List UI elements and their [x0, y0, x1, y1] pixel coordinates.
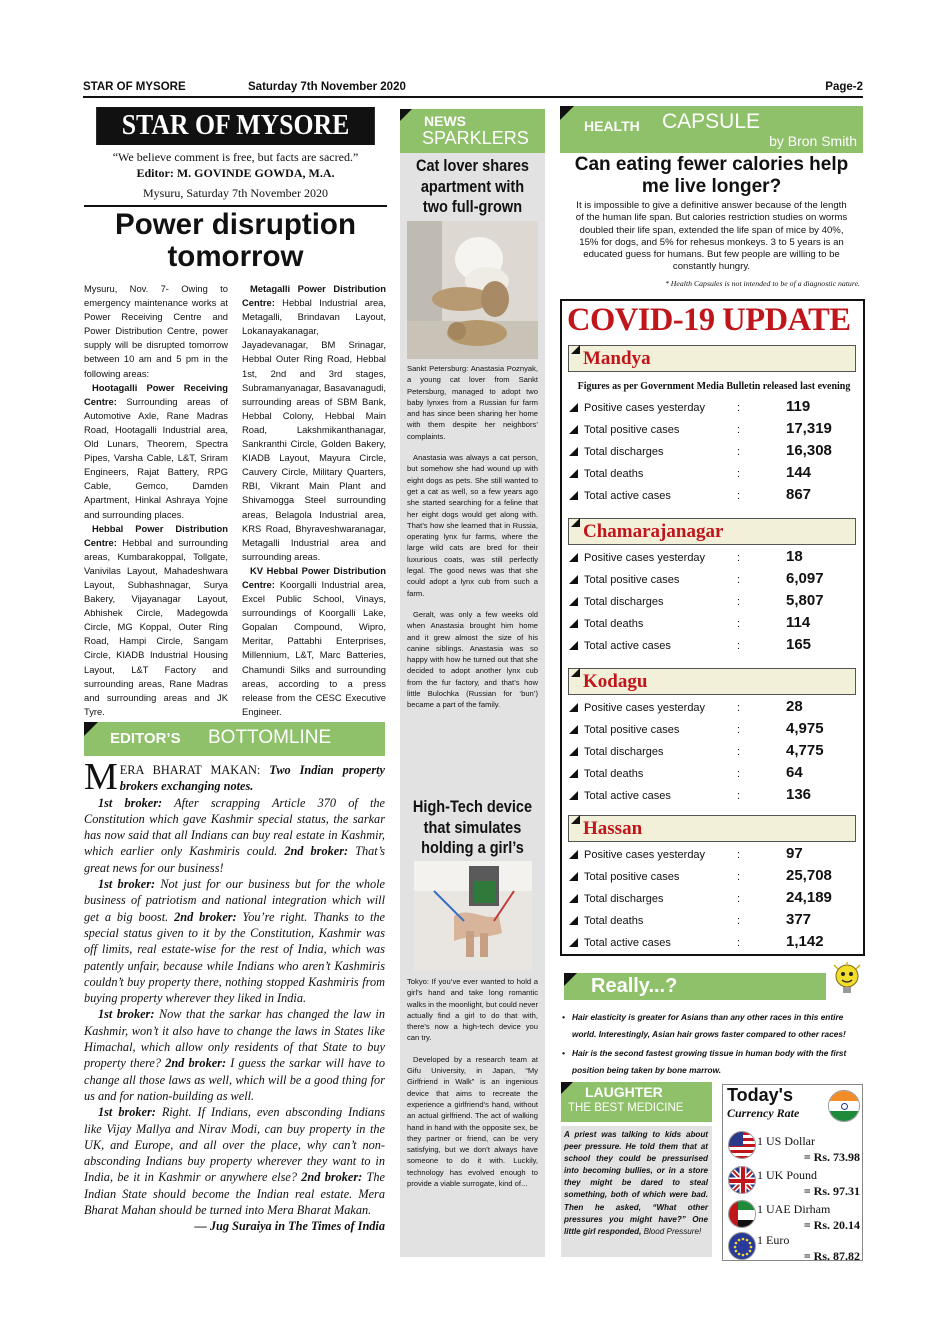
hand-device-photo-icon [414, 861, 532, 971]
triangle-bullet-icon [569, 425, 578, 434]
covid-row: Total deaths : 64 [567, 764, 859, 786]
news-headline-2: High-Tech device that simulates holding a girl’s [412, 798, 533, 857]
triangle-bullet-icon [569, 703, 578, 712]
covid-row: Total active cases : 867 [567, 486, 859, 508]
header-date: Saturday 7th November 2020 [248, 81, 406, 93]
really-fact: • Hair is the second fastest growing tissue in human body with the first position being taken by bone marrow. [562, 1045, 862, 1079]
editors-paragraph: 1st broker: Now that the sarkar has changed the law in Kashmir, won’t it also have to change the laws in States like Himachal, which allow only residents of that State to buy property there? 2nd broker: I guess the sarkar will have to change all those laws as well, which will be a good thing for us and for nation-building as well. [84, 1007, 386, 1103]
news-paragraph: Tokyo: If you’ve ever wanted to hold a girl’s hand and take long romantic walks in the moonlight, but could never actually find a girl to do that with, there’s now a high-tech device you can try. [407, 977, 538, 1043]
news-paragraph: Geralt, was only a few weeks old when Anastasia brought him home and it grew almost the size of his canine siblings. Anastasia was so happy with how he turned out that she decided to adopt another lynx cub from the fur factory, and that’s how little Bulochka (Russian for ‘bun’) became a part of the family. [407, 609, 538, 710]
news-label-top: NEWS [424, 113, 466, 129]
lead-paragraph: KV Hebbal Power Distribution Centre: Koorgalli Industrial area, Excel Public School, Vinays, surroundings of Koorgalli Lake, Gopalan Compound, Wipro, Meritar, Pattabhi Enterprises, Millennium, L&T, Marc Batteries, Chamundi Silks and surrounding areas, according to a press release from the CESC Executive Engineer. [242, 564, 386, 717]
banner-corner-icon [84, 722, 98, 736]
banner-corner-icon [400, 109, 412, 121]
news-paragraph: Sankt Petersburg: Anastasia Poznyak, a young cat lover from Sankt Petersburg, managed to adopt two baby lynxes from a Russian fur farm and has since been sharing her home with them despite her neighbors’ complaints. [407, 364, 538, 441]
news-story-2 [407, 976, 538, 1189]
editors-banner [84, 722, 385, 756]
header-paper-name: STAR OF MYSORE [83, 81, 186, 93]
triangle-bullet-icon [569, 575, 578, 584]
health-answer: It is impossible to give a definitive answer because of the length of the human life span. But calories restriction studies on worms doubled their life span, extended the life span of mice by 40%, 15% for dogs, and 5% for rehesus monkeys. 3 to 5 years is an educated guess for humans. But few people are willing to be constantly hungry. [575, 200, 848, 273]
triangle-bullet-icon [569, 791, 578, 800]
india-flag-icon [828, 1090, 860, 1122]
district-hassan: Hassan [568, 815, 856, 842]
lead-paragraph: Mysuru, Nov. 7- Owing to emergency maintenance works at Power Receiving Centre and Power Distribution Centre, power supply will be disrupted tomorrow between 10 am and 5 pm in the following areas: [84, 283, 228, 379]
laughter-joke: A priest was talking to kids about peer pressure. He told them that at school they could be pressurised into becoming bullies, or in a store they might be dared to steal something, both of which were bad. Then he asked, “What other pressures you might have?” One little girl responded, Blood Pressure! [564, 1130, 708, 1236]
news-headline-1: Cat lover shares apartment with two full-grown [416, 157, 529, 216]
rate-aed: 1 UAE Dirham = Rs. 20.14 [757, 1202, 860, 1232]
covid-row: Total active cases : 136 [567, 786, 859, 808]
header-rule [83, 96, 863, 98]
masthead-motto: “We believe comment is free, but facts are sacred.” [112, 150, 359, 164]
editors-label-bold: EDITOR’S [110, 730, 181, 747]
page-header [83, 80, 863, 96]
rate-eur: 1 Euro = Rs. 87.82 [757, 1233, 860, 1263]
rate-gbp: 1 UK Pound = Rs. 97.31 [757, 1168, 860, 1198]
triangle-bullet-icon [569, 403, 578, 412]
triangle-bullet-icon [569, 447, 578, 456]
lead-paragraph: Hootagalli Power Receiving Centre: Surrounding areas of Automotive Axle, Rane Madras Road, Hootagalli Industrial area, Old Lunars, Theorem, Spectra Pipes, Varsha Cable, L&T, Sriram Engineers, Rajat Battery, RPG Cable, Gemco, Damden Apartment, Hinkal Ashraya Yojne and surrounding places. [84, 381, 228, 520]
triangle-bullet-icon [569, 641, 578, 650]
triangle-bullet-icon [569, 725, 578, 734]
triangle-bullet-icon [569, 850, 578, 859]
covid-row: Total deaths : 377 [567, 911, 859, 933]
laughter-label-top: LAUGHTER [585, 1084, 663, 1100]
masthead-dateline: Mysuru, Saturday 7th November 2020 [143, 186, 328, 200]
covid-row: Total active cases : 165 [567, 636, 859, 658]
covid-row: Total positive cases : 6,097 [567, 570, 859, 592]
covid-row: Total positive cases : 25,708 [567, 867, 859, 889]
editors-opener: MERA BHARAT MAKAN: Two Indian property brokers exchanging notes. [84, 756, 385, 798]
hand-device-photo [414, 861, 532, 971]
uae-flag-icon [728, 1200, 756, 1228]
really-facts [562, 1009, 862, 1079]
lead-column-2 [242, 282, 386, 719]
covid-source: Figures as per Government Media Bulletin released last evening [577, 381, 851, 392]
health-label-light: CAPSULE [662, 110, 761, 133]
covid-row: Total discharges : 24,189 [567, 889, 859, 911]
laughter-label-bottom: THE BEST MEDICINE [568, 1102, 684, 1114]
health-banner [560, 106, 863, 153]
editors-credit: — Jug Suraiya in The Times of India [194, 1219, 385, 1234]
lynx-photo-icon [407, 221, 538, 359]
rate-usd: 1 US Dollar = Rs. 73.98 [757, 1134, 860, 1164]
banner-corner-icon [564, 973, 577, 986]
banner-corner-icon [561, 1082, 573, 1094]
health-label-bold: HEALTH [584, 118, 640, 134]
laughter-banner [561, 1082, 712, 1122]
uk-flag-icon [728, 1166, 756, 1194]
covid-row: Positive cases yesterday : 97 [567, 845, 859, 867]
covid-row: Total discharges : 4,775 [567, 742, 859, 764]
triangle-bullet-icon [569, 491, 578, 500]
header-page-number: Page-2 [825, 81, 863, 93]
lead-column-1 [84, 282, 228, 719]
news-story-1 [407, 363, 538, 711]
editors-body [84, 756, 386, 1235]
triangle-bullet-icon [569, 553, 578, 562]
district-kodagu: Kodagu [568, 668, 856, 695]
triangle-bullet-icon [569, 597, 578, 606]
really-label: Really...? [591, 975, 678, 997]
news-paragraph: Developed by a research team at Gifu University, in Japan, “My Girlfriend in Walk” is an ingenious device that aims to recreate the experience a girlfriend’s hand, without an actual girlfriend. The act of walking hand in hand with the opposite sex, be they partner or friend, can be very satisfying, but we don’t always have someone to do it with. Luckily, technology has evolved enough to provide a viable surrogate, kind of... [407, 1054, 538, 1189]
banner-corner-icon [560, 106, 574, 120]
triangle-bullet-icon [569, 469, 578, 478]
triangle-bullet-icon [569, 894, 578, 903]
us-flag-icon [728, 1131, 756, 1159]
covid-title: COVID-19 UPDATE [567, 302, 851, 338]
lightbulb-icon [831, 962, 863, 998]
editors-paragraph: 1st broker: After scrapping Article 370 of the Constitution which gave Kashmir special status, the sarkar has now said that all Indians can buy real estate in Kashmir, which earlier only Kashmiris could. 2nd broker: That’s great news for our business! [84, 795, 386, 875]
district-chamarajanagar: Chamarajanagar [568, 518, 856, 545]
covid-row: Total discharges : 5,807 [567, 592, 859, 614]
really-fact: • Hair elasticity is greater for Asians than any other races in this entire world. Interestingly, Asian hair grows faster compared to other races! [562, 1009, 862, 1043]
district-mandya: Mandya [568, 345, 856, 372]
triangle-bullet-icon [569, 769, 578, 778]
triangle-bullet-icon [569, 747, 578, 756]
covid-row: Total deaths : 144 [567, 464, 859, 486]
health-question: Can eating fewer calories help me live longer? [574, 154, 849, 197]
editors-label-light: BOTTOMLINE [208, 727, 332, 748]
news-banner [400, 109, 545, 153]
lead-paragraph: Metagalli Power Distribution Centre: Hebbal Industrial area, Metagalli, Brindavan Layout, Lokanayakanagar, Jayadevanagar, BM Srinagar, Hebbal Outer Ring Road, Hebbal 1st, 2nd and 3rd stages, Subramanyanagar, Basavanagudi, surrounding areas of SBM Bank, Hebbal Colony, Hebbal Main Road, Lakshmikanthanagar, Sankranthi Circle, Golden Bakery, KIADB Layout, Mayura Circle, Cauvery Circle, Military Quarters, RBI, Vikrant Main Plant and Shivamogga Steel surrounding areas, Belagola Industrial area, KRS Road, Bhyraveshwaranagar, Metagalli Industrial area and surrounding areas. [242, 283, 386, 562]
covid-row: Total active cases : 1,142 [567, 933, 859, 955]
triangle-bullet-icon [569, 872, 578, 881]
covid-row: Positive cases yesterday : 28 [567, 698, 859, 720]
masthead-rule [84, 205, 387, 207]
editors-paragraph: 1st broker: Right. If Indians, even absconding Indians like Vijay Mallya and Nirav Modi, can buy property in the UK, and Europe, and all over the place, why can’t non-absconding Indians buy property wherever they want to in India, be it in Kashmir or anywhere else? 2nd broker: The Indian State should become the Indian real estate. Mera Bharat Mahan should be turned into Mera Bharat Makan. [84, 1105, 385, 1218]
lead-headline: Power disruption tomorrow [115, 208, 356, 273]
editors-paragraph: 1st broker: Not just for our business but for the whole business of patriotism and national integration which will get a big boost. 2nd broker: You’re right. Thanks to the special status given to it by the Constitution, Kashmir was off limits, real estate-wise for the rest of India, which was patently unfair, because while Indians who aren’t Kashmiris couldn’t buy property there, nothing stopped Kashmiris from buying property wherever they liked in India. [84, 877, 385, 1006]
masthead-editor: Editor: M. GOVINDE GOWDA, M.A. [136, 166, 335, 180]
eu-flag-icon [728, 1232, 756, 1260]
dropcap: M [84, 756, 118, 798]
covid-row: Total positive cases : 17,319 [567, 420, 859, 442]
really-banner [564, 973, 826, 1000]
covid-row: Total positive cases : 4,975 [567, 720, 859, 742]
health-note: * Health Capsules is not intended to be of a diagnostic nature. [664, 279, 860, 288]
news-label-bottom: SPARKLERS [422, 128, 529, 148]
covid-row: Total discharges : 16,308 [567, 442, 859, 464]
covid-row: Total deaths : 114 [567, 614, 859, 636]
covid-row: Positive cases yesterday : 18 [567, 548, 859, 570]
currency-title: Today's [727, 1085, 793, 1105]
triangle-bullet-icon [569, 619, 578, 628]
currency-subtitle: Currency Rate [727, 1106, 800, 1120]
lead-paragraph: Hebbal Power Distribution Centre: Hebbal and surrounding areas, Kumbarakoppal, Tollgate, Vanivilas Layout, Mahadeshwara Layout, Subhashnagar, Surya Bakery, Vijayanagar Layout, Abhishek Circle, Madegowda Circle, MG Koppal, Outer Ring Road, Hampi Circle, Sangam Circle, KIADB Industrial Housing Layout, L&T Factory and surrounding areas, Rane Madras and surrounding areas and JK Tyre. [84, 522, 228, 717]
covid-row: Positive cases yesterday : 119 [567, 398, 859, 420]
news-paragraph: Anastasia was always a cat person, but somehow she had wound up with eight dogs as pets. She still wanted to get a cat as well, so a few years ago she started searching for a feline that her eight dogs would get along with. That’s how she learned that in Russia, operating lynx fur farms, where the large wild cats are bred for their luxurious coats, was still perfectly legal. The good news was that she could adopt a lynx cub from such a farm. [407, 453, 538, 598]
health-byline: by Bron Smith [769, 133, 857, 149]
lynx-photo [407, 221, 538, 359]
masthead-title: STAR OF MYSORE [96, 107, 375, 145]
triangle-bullet-icon [569, 938, 578, 947]
triangle-bullet-icon [569, 916, 578, 925]
